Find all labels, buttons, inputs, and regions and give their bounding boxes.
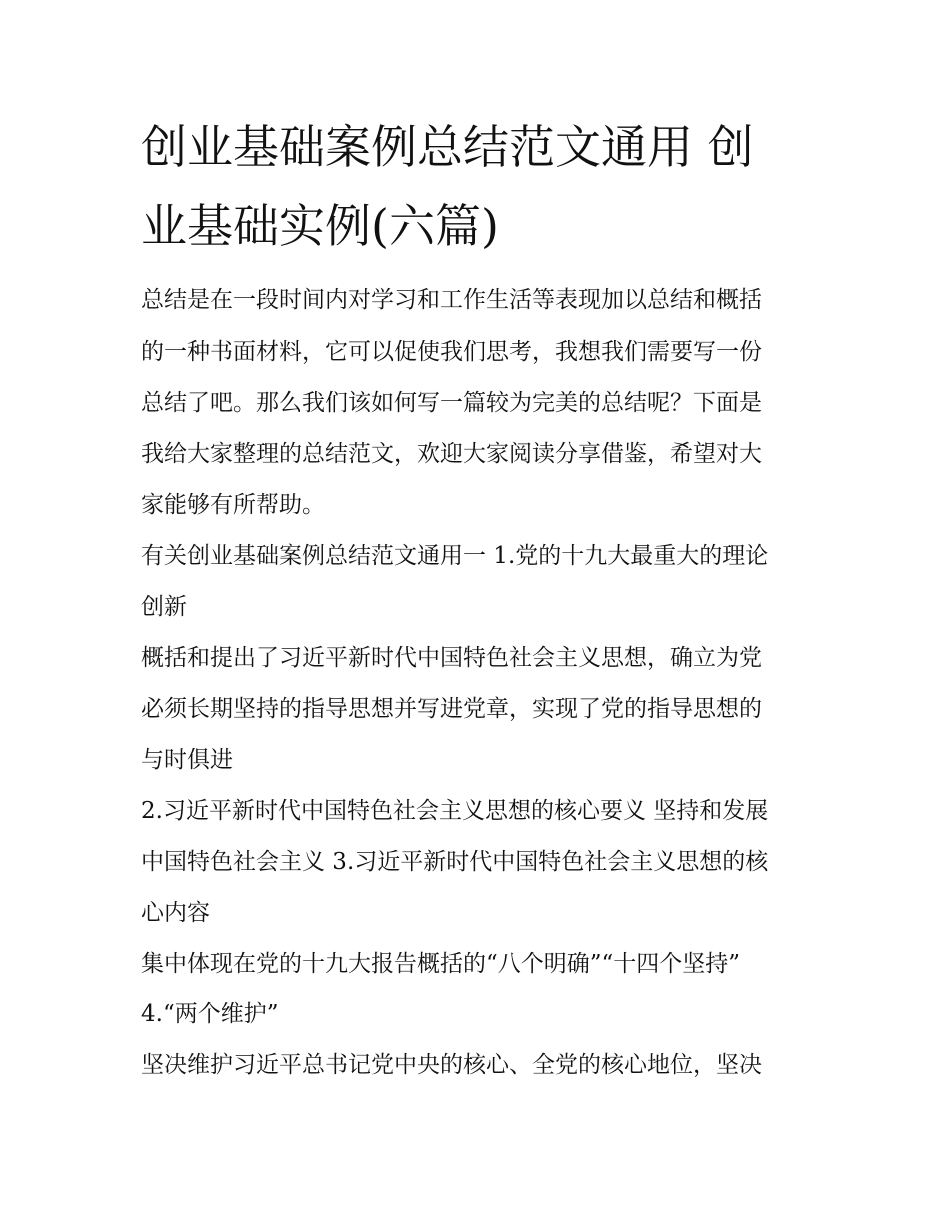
- body-line-2: 的一种书面材料，它可以促使我们思考，我想我们需要写一份: [141, 339, 762, 365]
- body-line-5: 家能够有所帮助。: [141, 492, 325, 518]
- body-line-8: 概括和提出了习近平新时代中国特色社会主义思想，确立为党: [141, 645, 762, 671]
- body-line-15: 4.“两个维护”: [141, 1001, 279, 1027]
- body-line-11: 2.习近平新时代中国特色社会主义思想的核心要义 坚持和发展: [141, 798, 769, 824]
- document-title-line-2: 业基础实例(六篇): [141, 199, 499, 253]
- body-line-12: 中国特色社会主义 3.习近平新时代中国特色社会主义思想的核: [141, 849, 769, 875]
- body-line-14: 集中体现在党的十九大报告概括的“八个明确”“十四个坚持”: [141, 951, 741, 977]
- body-line-3: 总结了吧。那么我们该如何写一篇较为完美的总结呢？下面是: [141, 390, 762, 416]
- body-line-13: 心内容: [141, 900, 210, 926]
- body-line-9: 必须长期坚持的指导思想并写进党章，实现了党的指导思想的: [141, 696, 762, 722]
- document-title-line-1: 创业基础案例总结范文通用 创: [141, 120, 754, 174]
- body-line-7: 创新: [141, 594, 187, 620]
- body-line-16: 坚决维护习近平总书记党中央的核心、全党的核心地位，坚决: [141, 1052, 762, 1078]
- body-line-4: 我给大家整理的总结范文，欢迎大家阅读分享借鉴，希望对大: [141, 441, 762, 467]
- body-line-10: 与时俱进: [141, 747, 233, 773]
- body-line-1: 总结是在一段时间内对学习和工作生活等表现加以总结和概括: [141, 287, 762, 313]
- body-line-6: 有关创业基础案例总结范文通用一 1.党的十九大最重大的理论: [141, 543, 769, 569]
